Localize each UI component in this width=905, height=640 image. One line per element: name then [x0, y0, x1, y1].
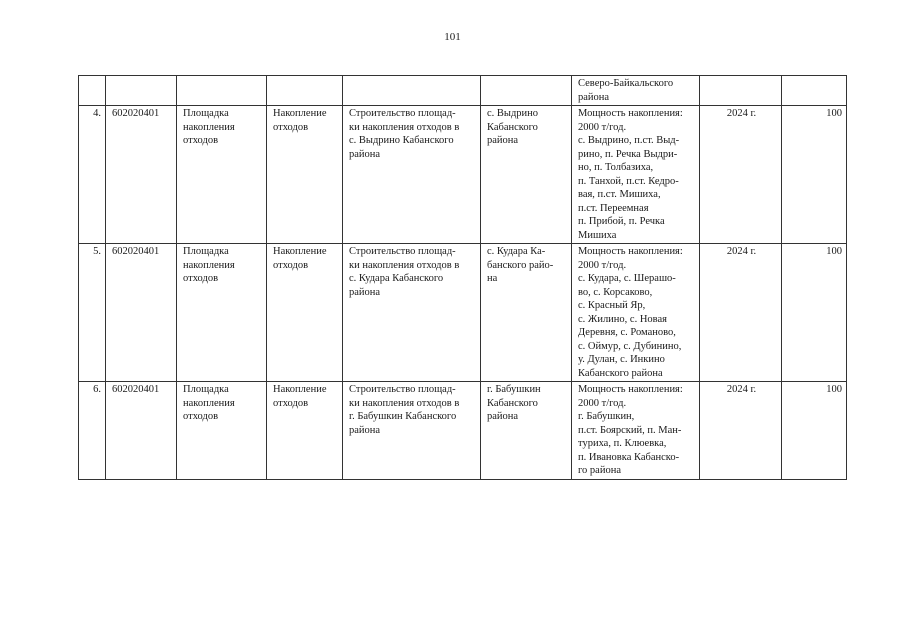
cell-line: 2000 т/год. — [578, 121, 627, 133]
cell-line: Мощность накопления: — [578, 246, 683, 257]
cell-number — [79, 76, 106, 106]
cell-line: накопления — [183, 259, 235, 271]
cell-line: отходов — [273, 259, 309, 271]
cell-line: п.ст. Переемная — [578, 202, 649, 214]
cell-work — [343, 244, 481, 382]
cell-line: Кабанского — [487, 121, 538, 133]
cell-line: у. Дулан, с. Инкино — [578, 354, 665, 365]
cell-line: Мощность накопления: — [578, 384, 683, 395]
cell-line: с. Кудара Кабанского — [349, 273, 444, 284]
page-number: 101 — [444, 31, 461, 43]
cell-value: 100 — [782, 382, 847, 480]
cell-line: Строительство площад- — [349, 246, 456, 257]
cell-type — [267, 106, 343, 244]
cell-line: во, с. Корсаково, — [578, 286, 653, 298]
cell-code: 602020401 — [106, 382, 177, 480]
cell-line: но, п. Толбазиха, — [578, 162, 654, 173]
cell-line: района — [349, 148, 381, 160]
cell-code: 602020401 — [106, 244, 177, 382]
cell-place — [481, 106, 572, 244]
cell-year: 2024 г. — [700, 382, 782, 480]
cell-description — [572, 244, 700, 382]
table-row — [79, 244, 847, 382]
cell-line: отходов — [183, 273, 219, 284]
cell-place — [481, 244, 572, 382]
cell-line: Накопление — [273, 108, 327, 119]
table-body — [79, 76, 847, 480]
cell-line: Строительство площад- — [349, 384, 456, 395]
cell-line: 2000 т/год. — [578, 397, 627, 409]
cell-value: 100 — [782, 106, 847, 244]
cell-line: ки накопления отходов в — [349, 397, 460, 409]
cell-place — [481, 382, 572, 480]
cell-line: туриха, п. Клюевка, — [578, 438, 667, 449]
cell-name — [177, 382, 267, 480]
cell-work — [343, 76, 481, 106]
cell-line: Северо-Байкальского — [578, 78, 674, 89]
cell-line: го района — [578, 465, 621, 476]
cell-line: с. Жилино, с. Новая — [578, 313, 667, 325]
cell-line: с. Выдрино — [487, 108, 539, 119]
cell-work — [343, 106, 481, 244]
cell-line: района — [487, 135, 519, 146]
cell-year: 2024 г. — [700, 106, 782, 244]
cell-description — [572, 382, 700, 480]
cell-code: 602020401 — [106, 106, 177, 244]
cell-line: вая, п.ст. Мишиха, — [578, 189, 661, 200]
cell-number: 5. — [79, 244, 106, 382]
cell-type — [267, 382, 343, 480]
cell-number: 6. — [79, 382, 106, 480]
cell-work — [343, 382, 481, 480]
cell-line: 2000 т/год. — [578, 259, 627, 271]
cell-line: отходов — [273, 121, 309, 133]
cell-line: ки накопления отходов в — [349, 259, 460, 271]
cell-line: Строительство площад- — [349, 108, 456, 119]
cell-line: на — [487, 273, 498, 284]
cell-line: банского райо- — [487, 259, 554, 271]
cell-value — [782, 76, 847, 106]
cell-code — [106, 76, 177, 106]
cell-line: г. Бабушкин — [487, 384, 541, 395]
cell-year — [700, 76, 782, 106]
cell-line: отходов — [183, 411, 219, 422]
cell-name — [177, 244, 267, 382]
cell-line: г. Бабушкин, — [578, 411, 635, 422]
table-row — [79, 382, 847, 480]
cell-line: накопления — [183, 397, 235, 409]
cell-line: с. Красный Яр, — [578, 300, 646, 311]
cell-line: Накопление — [273, 384, 327, 395]
cell-type — [267, 244, 343, 382]
cell-line: района — [349, 424, 381, 436]
cell-line: с. Выдрино, п.ст. Выд- — [578, 135, 680, 146]
cell-line: п. Прибой, п. Речка — [578, 216, 665, 227]
cell-name — [177, 76, 267, 106]
cell-line: района — [349, 286, 381, 298]
cell-line: района — [487, 411, 519, 422]
cell-line: района — [578, 91, 610, 103]
cell-line: Накопление — [273, 246, 327, 257]
cell-year: 2024 г. — [700, 244, 782, 382]
cell-line: г. Бабушкин Кабанского — [349, 411, 457, 422]
cell-name — [177, 106, 267, 244]
cell-line: п.ст. Боярский, п. Ман- — [578, 424, 682, 436]
cell-line: Деревня, с. Романово, — [578, 327, 676, 338]
cell-line: с. Оймур, с. Дубинино, — [578, 340, 682, 352]
waste-sites-table — [78, 75, 847, 480]
cell-line: Площадка — [183, 246, 229, 257]
cell-line: Кабанского — [487, 397, 538, 409]
cell-line: п. Ивановка Кабанско- — [578, 451, 680, 463]
cell-line: ки накопления отходов в — [349, 121, 460, 133]
cell-description — [572, 106, 700, 244]
cell-line: накопления — [183, 121, 235, 133]
cell-value: 100 — [782, 244, 847, 382]
cell-line: Мощность накопления: — [578, 108, 683, 119]
cell-line: с. Кудара, с. Шерашо- — [578, 273, 676, 284]
table-row — [79, 106, 847, 244]
cell-number: 4. — [79, 106, 106, 244]
cell-type — [267, 76, 343, 106]
cell-line: Мишиха — [578, 229, 617, 241]
cell-description — [572, 76, 700, 106]
cell-line: с. Кудара Ка- — [487, 246, 546, 257]
cell-line: с. Выдрино Кабанского — [349, 135, 454, 146]
cell-line: Площадка — [183, 384, 229, 395]
cell-line: отходов — [183, 135, 219, 146]
cell-line: п. Танхой, п.ст. Кедро- — [578, 175, 679, 187]
cell-line: Площадка — [183, 108, 229, 119]
cell-place — [481, 76, 572, 106]
cell-line: рино, п. Речка Выдри- — [578, 148, 678, 160]
cell-line: отходов — [273, 397, 309, 409]
cell-line: Кабанского района — [578, 367, 663, 379]
table-row — [79, 76, 847, 106]
